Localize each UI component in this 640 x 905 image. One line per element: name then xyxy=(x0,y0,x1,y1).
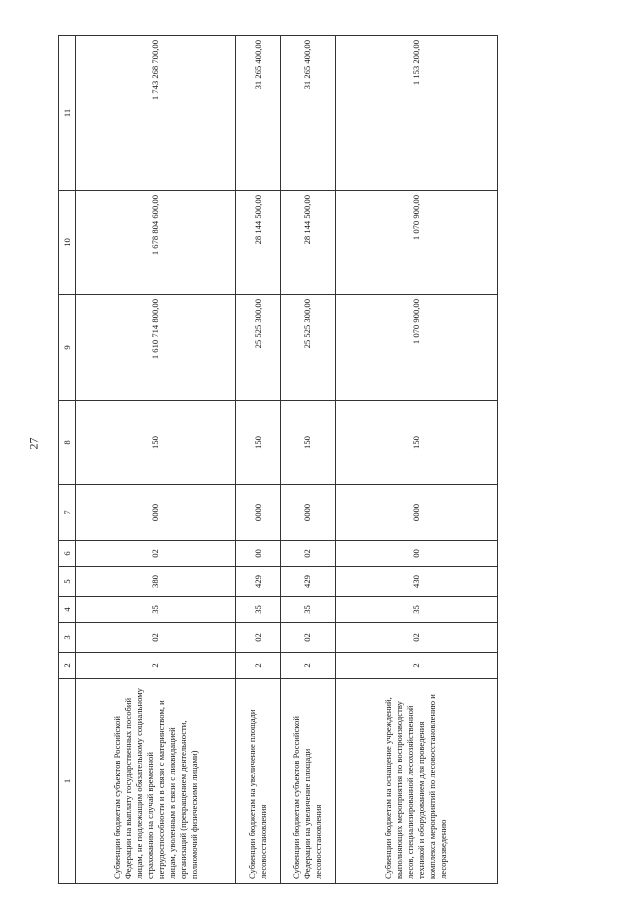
cell: 429 xyxy=(280,567,335,597)
cell: 02 xyxy=(280,541,335,567)
amount-cell: 28 144 500,00 xyxy=(236,191,281,295)
cell: 2 xyxy=(76,653,236,679)
col-header-11: 11 xyxy=(59,36,76,191)
cell: 2 xyxy=(236,653,281,679)
col-header-10: 10 xyxy=(59,191,76,295)
table-row xyxy=(335,36,497,884)
cell: 380 xyxy=(76,567,236,597)
amount-cell: 31 265 400,00 xyxy=(236,36,281,191)
cell: 02 xyxy=(76,541,236,567)
amount-cell: 1 153 200,00 xyxy=(335,36,497,191)
amount-cell: 25 525 300,00 xyxy=(236,295,281,401)
cell: 00 xyxy=(335,541,497,567)
cell: 430 xyxy=(335,567,497,597)
page-number: 27 xyxy=(26,437,41,450)
col-header-7: 7 xyxy=(59,485,76,541)
amount-cell: 28 144 500,00 xyxy=(280,191,335,295)
row-name: Субвенции бюджетам на увеличение площади лесовосстановления xyxy=(236,679,281,884)
table-row xyxy=(236,36,281,884)
amount-cell: 25 525 300,00 xyxy=(280,295,335,401)
col-header-3: 3 xyxy=(59,623,76,653)
amount-cell: 1 678 804 600,00 xyxy=(76,191,236,295)
cell: 02 xyxy=(76,623,236,653)
cell: 02 xyxy=(335,623,497,653)
header-row xyxy=(59,36,76,884)
cell: 150 xyxy=(76,401,236,485)
amount-cell: 1 070 900,00 xyxy=(335,295,497,401)
cell: 00 xyxy=(236,541,281,567)
col-header-6: 6 xyxy=(59,541,76,567)
amount-cell: 1 610 714 800,00 xyxy=(76,295,236,401)
cell: 2 xyxy=(280,653,335,679)
row-name: Субвенции бюджетам на оснащение учреждений, выполняющих мероприятия по воспроизводству лесов, специализированной лесохозяйственной техникой и оборудованием для проведения комплекса мероприятий по лесовосстановлению и лесоразведению xyxy=(335,679,497,884)
col-header-8: 8 xyxy=(59,401,76,485)
row-name: Субвенции бюджетам субъектов Российской Федерации на выплату государственных пособий лицам, не подлежащим обязательному социальному страхованию на случай временной нетрудоспособности и в связи с материнством, и лицам, уволенным в связи с ликвидацией организаций (прекращением деятельности, полномочий физическими лицами) xyxy=(76,679,236,884)
row-name: Субвенции бюджетам субъектов Российской Федерации на увеличение площади лесовосстановления xyxy=(280,679,335,884)
cell: 02 xyxy=(280,623,335,653)
cell: 35 xyxy=(335,597,497,623)
cell: 150 xyxy=(236,401,281,485)
budget-table xyxy=(58,35,498,884)
col-header-4: 4 xyxy=(59,597,76,623)
cell: 150 xyxy=(335,401,497,485)
cell: 35 xyxy=(236,597,281,623)
col-header-1: 1 xyxy=(59,679,76,884)
table-row xyxy=(280,36,335,884)
cell: 35 xyxy=(76,597,236,623)
cell: 0000 xyxy=(76,485,236,541)
table-row xyxy=(76,36,236,884)
cell: 429 xyxy=(236,567,281,597)
col-header-5: 5 xyxy=(59,567,76,597)
cell: 0000 xyxy=(335,485,497,541)
amount-cell: 1 743 268 700,00 xyxy=(76,36,236,191)
landscape-wrapper xyxy=(58,36,498,884)
cell: 0000 xyxy=(280,485,335,541)
table-frame xyxy=(58,36,498,884)
amount-cell: 1 070 900,00 xyxy=(335,191,497,295)
amount-cell: 31 265 400,00 xyxy=(280,36,335,191)
cell: 2 xyxy=(335,653,497,679)
cell: 0000 xyxy=(236,485,281,541)
cell: 150 xyxy=(280,401,335,485)
col-header-2: 2 xyxy=(59,653,76,679)
col-header-9: 9 xyxy=(59,295,76,401)
cell: 35 xyxy=(280,597,335,623)
cell: 02 xyxy=(236,623,281,653)
